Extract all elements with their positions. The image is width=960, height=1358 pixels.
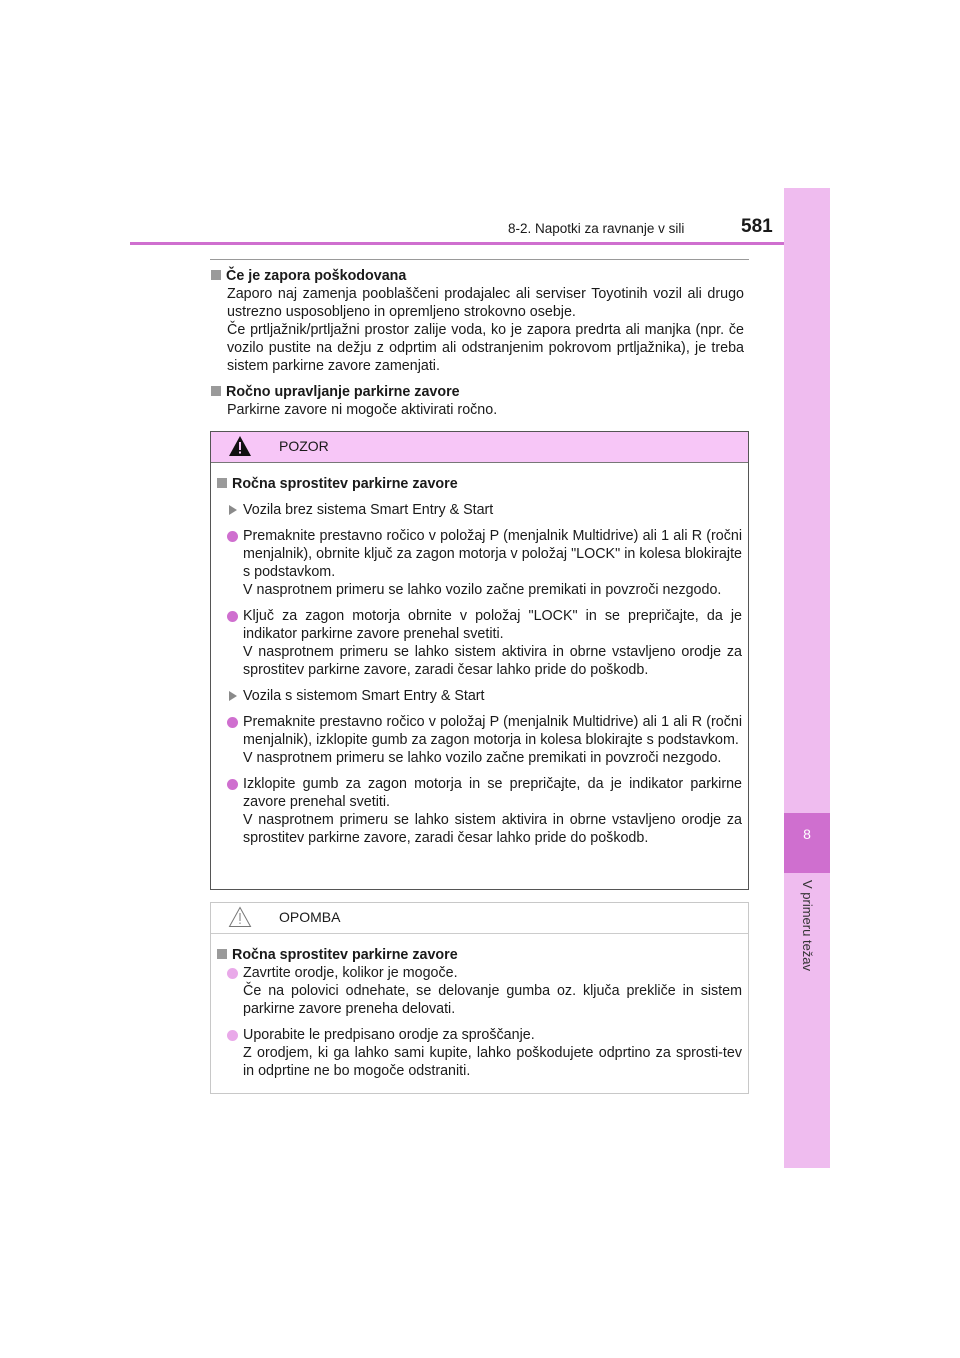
- caution-item: Vozila brez sistema Smart Entry & Start: [211, 501, 748, 519]
- notice-header: [211, 903, 748, 934]
- section-text: Zaporo naj zamenja pooblaščeni prodajalec ali serviser Toyotinih vozil ali drugo ustrezno usposobljeno in opremljeno strokovno osebje.: [227, 286, 744, 320]
- chapter-title: V primeru težav: [800, 880, 815, 972]
- page-number: 581: [741, 216, 773, 237]
- header-rule: [130, 242, 784, 245]
- caution-label: POZOR: [279, 438, 329, 454]
- notice-item: Zavrtite orodje, kolikor je mogoče. Če na polovici odnehate, se delovanje gumba oz. ključa prekliče in sistem parkirne zavore preneha delovati.: [211, 964, 748, 1018]
- section-manual-operation: [211, 383, 744, 419]
- dot-bullet-icon: [227, 717, 238, 728]
- chapter-tab: [784, 813, 830, 873]
- arrow-bullet-icon: [229, 691, 237, 701]
- square-bullet-icon: [211, 386, 221, 396]
- notice-item: Uporabite le predpisano orodje za sproščanje. Z orodjem, ki ga lahko sami kupite, lahko poškodujete odprtino za sprosti-tev in odprtine ne bo mogoče odstraniti.: [211, 1026, 748, 1080]
- dot-bullet-icon: [227, 531, 238, 542]
- caution-item: Premaknite prestavno ročico v položaj P (menjalnik Multidrive) ali 1 ali R (ročni menjalnik), izklopite gumb za zagon motorja in kolesa blokirajte s podstavkom. V nasprotnem primeru se lahko vozilo začne premikati in povzroči nezgodo.: [211, 713, 748, 767]
- section-text: Če prtljažnik/prtljažni prostor zalije voda, ko je zapora predrta ali manjka (npr. če vozilo pustite na dežju z odprtim ali odstranjenim pokrovom prtljažnika), je treba sistem parkirne zavore zamenjati.: [227, 322, 744, 374]
- caution-item: Ključ za zagon motorja obrnite v položaj "LOCK" in se prepričajte, da je indikator parkirne zavore prenehal svetiti. V nasprotnem primeru se lahko sistem aktivira in obrne vstavljeno orodje za sprostitev parkirne zavore, zaradi česar lahko pride do poškodb.: [211, 607, 748, 679]
- notice-triangle-icon: [228, 906, 252, 928]
- caution-item: Premaknite prestavno ročico v položaj P (menjalnik Multidrive) ali 1 ali R (ročni menjalnik), obrnite ključ za zagon motorja v položaj "LOCK" in kolesa blokirajte s podstavkom. V nasprotnem primeru se lahko vozilo začne premikati in povzroči nezgodo.: [211, 527, 748, 599]
- notice-label: OPOMBA: [279, 909, 341, 925]
- caution-item: Vozila s sistemom Smart Entry & Start: [211, 687, 748, 705]
- section-text: Parkirne zavore ni mogoče aktivirati ročno.: [227, 402, 498, 418]
- dot-bullet-icon: [227, 1030, 238, 1041]
- section-heading: Če je zapora poškodovana: [211, 267, 744, 285]
- chapter-sidebar: [784, 188, 830, 1168]
- section-damaged-cover: [211, 267, 744, 375]
- square-bullet-icon: [217, 949, 227, 959]
- caution-header: [211, 432, 748, 463]
- dot-bullet-icon: [227, 779, 238, 790]
- arrow-bullet-icon: [229, 505, 237, 515]
- notice-title: Ročna sprostitev parkirne zavore: [211, 946, 748, 964]
- warning-triangle-icon: [228, 435, 252, 457]
- caution-item: Izklopite gumb za zagon motorja in se prepričajte, da je indikator parkirne zavore prenehal svetiti. V nasprotnem primeru se lahko sistem aktivira in obrne vstavljeno orodje za sprostitev parkirne zavore, zaradi česar lahko pride do poškodb.: [211, 775, 748, 847]
- dot-bullet-icon: [227, 611, 238, 622]
- caution-box: [210, 431, 749, 890]
- content-top-rule: [210, 259, 749, 260]
- notice-box: [210, 902, 749, 1094]
- caution-title: Ročna sprostitev parkirne zavore: [211, 475, 748, 493]
- section-heading: Ročno upravljanje parkirne zavore: [211, 383, 744, 401]
- chapter-number: 8: [803, 826, 811, 842]
- square-bullet-icon: [211, 270, 221, 280]
- square-bullet-icon: [217, 478, 227, 488]
- section-header: 8-2. Napotki za ravnanje v sili: [508, 221, 685, 236]
- dot-bullet-icon: [227, 968, 238, 979]
